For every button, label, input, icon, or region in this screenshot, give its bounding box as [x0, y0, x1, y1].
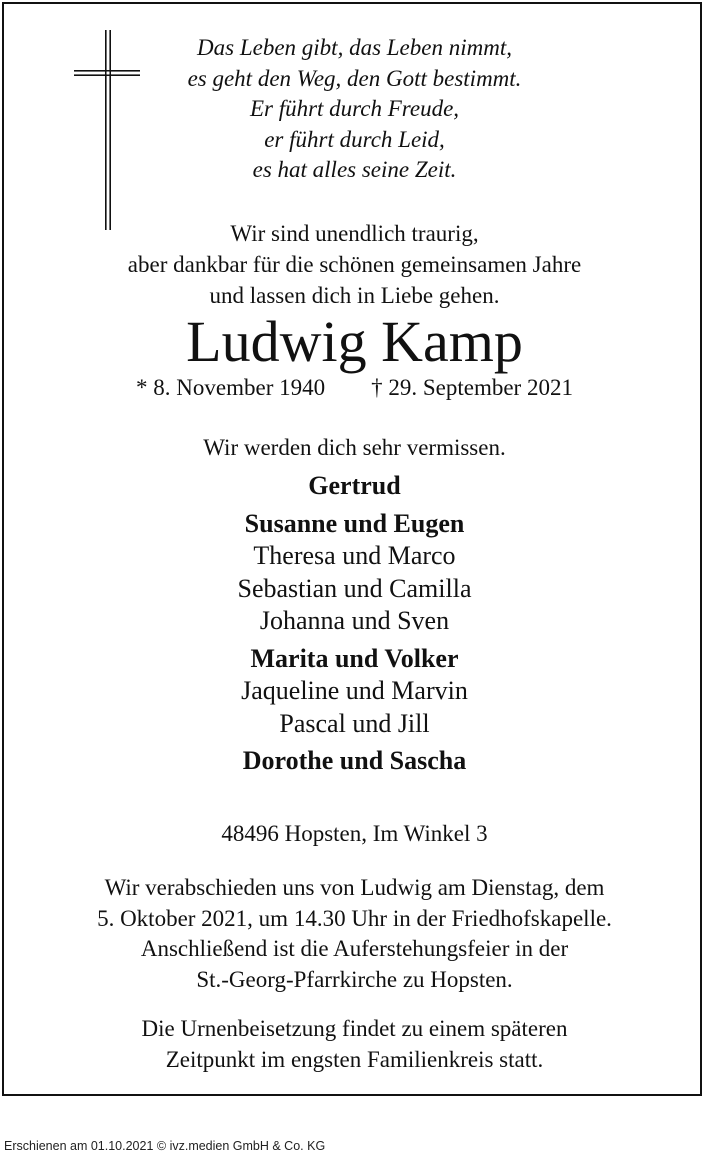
family-head: Gertrud [308, 471, 401, 500]
family-group [0, 508, 709, 638]
poem-line: er führt durch Leid, [264, 126, 445, 152]
urn-line: Die Urnenbeisetzung findet zu einem späteren [141, 1016, 568, 1041]
family-group [0, 470, 709, 503]
poem-line: es hat alles seine Zeit. [252, 157, 457, 182]
intro-line: Wir sind unendlich traurig, [230, 221, 479, 246]
farewell-line: Wir verabschieden uns von Ludwig am Dienstag, dem [104, 875, 605, 900]
farewell-line: 5. Oktober 2021, um 14.30 Uhr in der Friedhofskapelle. [97, 905, 612, 931]
farewell-text [0, 873, 709, 995]
intro-text [0, 218, 709, 311]
urn-text [0, 1014, 709, 1075]
family-member: Jaqueline und Marvin [241, 676, 468, 705]
intro-line: und lassen dich in Liebe gehen. [209, 283, 500, 308]
urn-line: Zeitpunkt im engsten Familienkreis statt. [165, 1046, 544, 1072]
family-head: Susanne und Eugen [244, 508, 465, 538]
family-member: Pascal und Jill [279, 708, 430, 738]
family-group [0, 745, 709, 778]
family-list [0, 470, 709, 778]
family-head: Dorothe und Sascha [242, 746, 467, 775]
poem-line: Das Leben gibt, das Leben nimmt, [197, 35, 512, 60]
poem-line: Er führt durch Freude, [249, 96, 460, 121]
poem-line: es geht den Weg, den Gott bestimmt. [187, 65, 522, 91]
death-date: † 29. September 2021 [371, 375, 573, 400]
birth-date: * 8. November 1940 [136, 375, 326, 400]
poem [0, 33, 709, 186]
family-group [0, 643, 709, 741]
miss-text: Wir werden dich sehr vermissen. [203, 435, 506, 460]
family-member: Theresa und Marco [253, 541, 456, 570]
family-member: Sebastian und Camilla [237, 573, 472, 603]
family-head: Marita und Volker [250, 643, 459, 673]
publication-footer: Erschienen am 01.10.2021 © ivz.medien GmbH & Co. KG [4, 1139, 326, 1153]
farewell-line: St.-Georg-Pfarrkirche zu Hopsten. [196, 966, 513, 992]
address: 48496 Hopsten, Im Winkel 3 [221, 821, 488, 846]
farewell-line: Anschließend ist die Auferstehungsfeier in der [140, 936, 569, 961]
deceased-name: Ludwig Kamp [186, 309, 523, 374]
family-member: Johanna und Sven [259, 606, 450, 635]
life-dates [0, 372, 709, 404]
intro-line: aber dankbar für die schönen gemeinsamen Jahre [127, 252, 582, 277]
